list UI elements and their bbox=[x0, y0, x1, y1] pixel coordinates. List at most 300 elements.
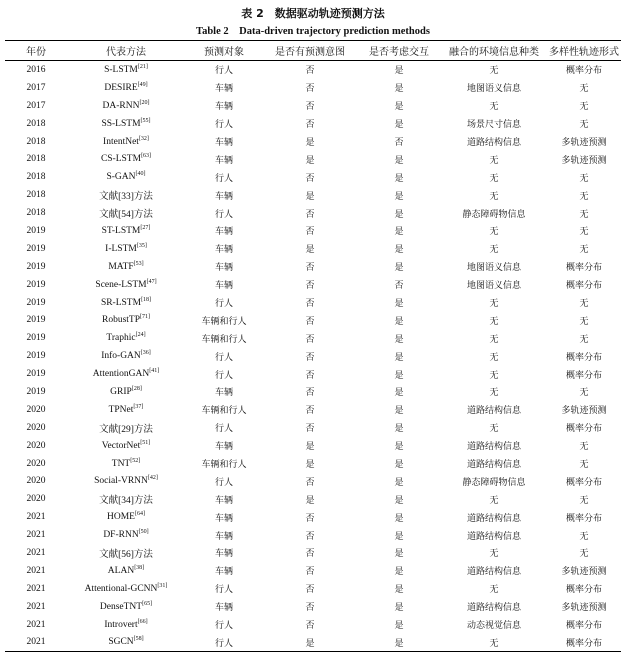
cell-diversity: 概率分布 bbox=[565, 424, 602, 435]
table-row bbox=[5, 544, 621, 562]
cell-diversity: 无 bbox=[579, 102, 589, 113]
cell-target: 行人 bbox=[214, 477, 233, 488]
cell-env: 无 bbox=[489, 585, 499, 596]
cell-intent: 否 bbox=[305, 173, 315, 184]
cell-env: 无 bbox=[489, 495, 499, 506]
header-diversity: 多样性轨迹形式 bbox=[549, 47, 619, 58]
method-reference: [21] bbox=[137, 63, 148, 70]
cell-year: 2021 bbox=[26, 547, 46, 558]
cell-target: 行人 bbox=[214, 352, 233, 363]
table-row bbox=[5, 508, 621, 526]
method-name: 文献[29]方法 bbox=[99, 424, 153, 435]
cell-env: 静态障碍物信息 bbox=[462, 209, 526, 220]
cell-method bbox=[67, 634, 185, 652]
cell-method bbox=[67, 526, 185, 544]
cell-method bbox=[67, 437, 185, 455]
cell-year: 2019 bbox=[26, 279, 46, 290]
cell-year: 2021 bbox=[26, 637, 46, 648]
method-reference: [63] bbox=[141, 153, 152, 160]
method-name: TNT bbox=[111, 458, 131, 469]
method-reference: [32] bbox=[138, 135, 149, 142]
cell-env: 无 bbox=[489, 299, 499, 310]
cell-method bbox=[67, 97, 185, 115]
method-reference: [47] bbox=[146, 278, 157, 285]
method-reference: [41] bbox=[149, 367, 160, 374]
cell-method bbox=[67, 276, 185, 294]
cell-intent: 否 bbox=[305, 603, 315, 614]
method-name: 文献[54]方法 bbox=[99, 210, 153, 221]
method-reference: [18] bbox=[141, 296, 152, 303]
cell-interaction: 是 bbox=[394, 352, 404, 363]
cell-target: 行人 bbox=[214, 120, 233, 131]
table-row bbox=[5, 419, 621, 437]
cell-env: 动态视觉信息 bbox=[466, 621, 521, 632]
cell-intent: 否 bbox=[305, 549, 315, 560]
cell-year: 2016 bbox=[26, 64, 46, 75]
cell-target: 行人 bbox=[214, 585, 233, 596]
cell-method bbox=[67, 222, 185, 240]
table-row bbox=[5, 97, 621, 115]
table-row bbox=[5, 294, 621, 312]
cell-year: 2019 bbox=[26, 351, 46, 362]
cell-diversity: 概率分布 bbox=[565, 585, 602, 596]
cell-diversity: 概率分布 bbox=[565, 621, 602, 632]
cell-diversity: 概率分布 bbox=[565, 263, 602, 274]
method-name: Scene-LSTM bbox=[95, 279, 147, 290]
cell-method bbox=[67, 168, 185, 186]
method-name: HOME bbox=[107, 512, 135, 523]
cell-year: 2018 bbox=[26, 118, 46, 129]
cell-intent: 是 bbox=[305, 155, 315, 166]
cell-method bbox=[67, 544, 185, 562]
cell-intent: 否 bbox=[305, 263, 315, 274]
cell-env: 道路结构信息 bbox=[466, 531, 521, 542]
cell-diversity: 无 bbox=[579, 442, 589, 453]
cell-year: 2020 bbox=[26, 440, 46, 451]
cell-method bbox=[67, 419, 185, 437]
cell-target: 车辆 bbox=[214, 442, 233, 453]
cell-year: 2020 bbox=[26, 494, 46, 505]
method-name: 文献[34]方法 bbox=[99, 496, 153, 507]
cell-interaction: 是 bbox=[394, 495, 404, 506]
cell-year: 2021 bbox=[26, 583, 46, 594]
method-reference: [35] bbox=[136, 242, 147, 249]
cell-intent: 否 bbox=[305, 352, 315, 363]
cell-method bbox=[67, 598, 185, 616]
cell-intent: 否 bbox=[305, 334, 315, 345]
cell-method bbox=[67, 472, 185, 490]
cell-diversity: 多轨迹预测 bbox=[561, 155, 607, 166]
method-name: IntentNet bbox=[103, 136, 139, 147]
table-row bbox=[5, 634, 621, 652]
cell-method bbox=[67, 311, 185, 329]
method-name: DF-RNN bbox=[103, 530, 139, 541]
cell-intent: 否 bbox=[305, 209, 315, 220]
header-target: 预测对象 bbox=[204, 47, 244, 58]
table-row bbox=[5, 329, 621, 347]
cell-env: 无 bbox=[489, 388, 499, 399]
cell-intent: 否 bbox=[305, 406, 315, 417]
cell-env: 无 bbox=[489, 155, 499, 166]
method-name: 文献[56]方法 bbox=[99, 549, 153, 560]
cell-target: 行人 bbox=[214, 621, 233, 632]
cell-target: 行人 bbox=[214, 299, 233, 310]
cell-interaction: 是 bbox=[394, 370, 404, 381]
table-row bbox=[5, 616, 621, 634]
cell-year: 2018 bbox=[26, 154, 46, 165]
cell-interaction: 是 bbox=[394, 388, 404, 399]
table-row bbox=[5, 258, 621, 276]
method-name: SS-LSTM bbox=[101, 118, 141, 129]
cell-env: 地图语义信息 bbox=[466, 263, 521, 274]
cell-method bbox=[67, 455, 185, 473]
method-name: Social-VRNN bbox=[94, 476, 148, 487]
method-name: S-GAN bbox=[106, 172, 136, 183]
table-caption-cn: 表 2 数据驱动轨迹预测方法 bbox=[241, 7, 385, 20]
cell-intent: 否 bbox=[305, 316, 315, 327]
cell-diversity: 无 bbox=[579, 209, 589, 220]
cell-target: 行人 bbox=[214, 66, 233, 77]
cell-intent: 否 bbox=[305, 531, 315, 542]
table-row bbox=[5, 526, 621, 544]
method-name: 文献[33]方法 bbox=[99, 192, 153, 203]
cell-interaction: 是 bbox=[394, 531, 404, 542]
cell-diversity: 无 bbox=[579, 299, 589, 310]
cell-env: 静态障碍物信息 bbox=[462, 477, 526, 488]
cell-target: 车辆和行人 bbox=[201, 406, 247, 417]
cell-method bbox=[67, 204, 185, 222]
table-row bbox=[5, 79, 621, 97]
cell-interaction: 是 bbox=[394, 424, 404, 435]
cell-interaction: 是 bbox=[394, 84, 404, 95]
method-reference: [66] bbox=[137, 618, 148, 625]
cell-interaction: 是 bbox=[394, 299, 404, 310]
cell-intent: 否 bbox=[305, 102, 315, 113]
cell-intent: 是 bbox=[305, 495, 315, 506]
cell-intent: 否 bbox=[305, 227, 315, 238]
cell-year: 2021 bbox=[26, 512, 46, 523]
table-row bbox=[5, 562, 621, 580]
cell-method bbox=[67, 616, 185, 634]
cell-target: 车辆 bbox=[214, 227, 233, 238]
cell-intent: 否 bbox=[305, 477, 315, 488]
cell-method bbox=[67, 329, 185, 347]
table-row bbox=[5, 365, 621, 383]
cell-target: 车辆 bbox=[214, 245, 233, 256]
cell-target: 车辆 bbox=[214, 495, 233, 506]
table-row bbox=[5, 133, 621, 151]
cell-diversity: 无 bbox=[579, 173, 589, 184]
method-name: MATF bbox=[108, 261, 134, 272]
method-reference: [65] bbox=[142, 600, 153, 607]
cell-env: 无 bbox=[489, 638, 499, 649]
table-row bbox=[5, 222, 621, 240]
cell-env: 道路结构信息 bbox=[466, 603, 521, 614]
cell-interaction: 是 bbox=[394, 173, 404, 184]
table-row bbox=[5, 204, 621, 222]
cell-target: 车辆 bbox=[214, 388, 233, 399]
cell-env: 无 bbox=[489, 102, 499, 113]
cell-target: 车辆和行人 bbox=[201, 334, 247, 345]
cell-diversity: 无 bbox=[579, 495, 589, 506]
cell-target: 车辆 bbox=[214, 513, 233, 524]
cell-diversity: 概率分布 bbox=[565, 477, 602, 488]
table-row bbox=[5, 383, 621, 401]
method-reference: [49] bbox=[137, 81, 148, 88]
cell-target: 车辆 bbox=[214, 281, 233, 292]
cell-env: 无 bbox=[489, 334, 499, 345]
cell-diversity: 概率分布 bbox=[565, 281, 602, 292]
cell-year: 2019 bbox=[26, 333, 46, 344]
cell-method bbox=[67, 365, 185, 383]
table-row bbox=[5, 168, 621, 186]
method-reference: [42] bbox=[147, 475, 158, 482]
cell-interaction: 是 bbox=[394, 191, 404, 202]
cell-interaction: 是 bbox=[394, 513, 404, 524]
cell-target: 行人 bbox=[214, 424, 233, 435]
cell-year: 2020 bbox=[26, 422, 46, 433]
cell-diversity: 无 bbox=[579, 460, 589, 471]
cell-method bbox=[67, 580, 185, 598]
method-reference: [31] bbox=[157, 582, 168, 589]
method-name: S-LSTM bbox=[104, 64, 138, 75]
table-row bbox=[5, 598, 621, 616]
cell-interaction: 是 bbox=[394, 460, 404, 471]
cell-env: 道路结构信息 bbox=[466, 406, 521, 417]
cell-year: 2019 bbox=[26, 315, 46, 326]
cell-year: 2021 bbox=[26, 619, 46, 630]
method-reference: [71] bbox=[140, 314, 150, 321]
cell-env: 无 bbox=[489, 549, 499, 560]
cell-target: 车辆 bbox=[214, 155, 233, 166]
cell-method bbox=[67, 186, 185, 204]
cell-method bbox=[67, 61, 185, 79]
cell-intent: 否 bbox=[305, 66, 315, 77]
header-intent: 是否有预测意图 bbox=[275, 47, 345, 58]
cell-intent: 否 bbox=[305, 299, 315, 310]
cell-intent: 否 bbox=[305, 424, 315, 435]
cell-env: 无 bbox=[489, 370, 499, 381]
method-reference: [40] bbox=[135, 171, 146, 178]
method-reference: [28] bbox=[131, 385, 142, 392]
table-row bbox=[5, 401, 621, 419]
cell-year: 2019 bbox=[26, 261, 46, 272]
cell-method bbox=[67, 401, 185, 419]
cell-env: 无 bbox=[489, 245, 499, 256]
cell-diversity: 无 bbox=[579, 227, 589, 238]
method-reference: [38] bbox=[134, 564, 145, 571]
cell-interaction: 是 bbox=[394, 263, 404, 274]
cell-env: 地图语义信息 bbox=[466, 281, 521, 292]
cell-year: 2020 bbox=[26, 476, 46, 487]
cell-intent: 是 bbox=[305, 442, 315, 453]
cell-env: 地图语义信息 bbox=[466, 84, 521, 95]
cell-intent: 否 bbox=[305, 370, 315, 381]
cell-intent: 否 bbox=[305, 388, 315, 399]
method-name: RobustTP bbox=[101, 315, 140, 326]
cell-diversity: 无 bbox=[579, 388, 589, 399]
table-row bbox=[5, 61, 621, 79]
cell-target: 车辆 bbox=[214, 263, 233, 274]
cell-diversity: 多轨迹预测 bbox=[561, 603, 607, 614]
cell-method bbox=[67, 133, 185, 151]
cell-method bbox=[67, 115, 185, 133]
table-row bbox=[5, 115, 621, 133]
cell-env: 无 bbox=[489, 316, 499, 327]
cell-year: 2018 bbox=[26, 136, 46, 147]
cell-method bbox=[67, 383, 185, 401]
cell-year: 2017 bbox=[26, 100, 46, 111]
method-name: I-LSTM bbox=[105, 243, 137, 254]
cell-target: 行人 bbox=[214, 370, 233, 381]
cell-interaction: 是 bbox=[394, 120, 404, 131]
method-name: SGCN bbox=[108, 637, 134, 648]
method-name: ALAN bbox=[107, 565, 135, 576]
cell-diversity: 无 bbox=[579, 549, 589, 560]
cell-intent: 是 bbox=[305, 638, 315, 649]
cell-env: 无 bbox=[489, 424, 499, 435]
cell-interaction: 是 bbox=[394, 316, 404, 327]
cell-intent: 是 bbox=[305, 191, 315, 202]
cell-intent: 是 bbox=[305, 460, 315, 471]
cell-diversity: 概率分布 bbox=[565, 66, 602, 77]
table-row bbox=[5, 437, 621, 455]
cell-interaction: 是 bbox=[394, 227, 404, 238]
cell-interaction: 是 bbox=[394, 638, 404, 649]
cell-intent: 否 bbox=[305, 120, 315, 131]
table-row bbox=[5, 240, 621, 258]
method-name: DESIRE bbox=[104, 82, 138, 93]
method-name: AttentionGAN bbox=[92, 369, 150, 380]
cell-target: 车辆和行人 bbox=[201, 316, 247, 327]
header-row bbox=[5, 41, 621, 61]
method-reference: [36] bbox=[140, 350, 151, 357]
cell-interaction: 是 bbox=[394, 603, 404, 614]
cell-year: 2019 bbox=[26, 225, 46, 236]
cell-year: 2019 bbox=[26, 297, 46, 308]
method-name: ST-LSTM bbox=[101, 225, 141, 236]
cell-year: 2019 bbox=[26, 369, 46, 380]
table-caption-en: Table 2 Data-driven trajectory prediction methods bbox=[196, 26, 430, 37]
table-row bbox=[5, 455, 621, 473]
cell-target: 车辆 bbox=[214, 567, 233, 578]
cell-target: 车辆 bbox=[214, 603, 233, 614]
method-reference: [53] bbox=[133, 260, 144, 267]
cell-diversity: 无 bbox=[579, 316, 589, 327]
cell-env: 无 bbox=[489, 227, 499, 238]
cell-intent: 否 bbox=[305, 84, 315, 95]
method-reference: [51] bbox=[140, 439, 151, 446]
cell-target: 行人 bbox=[214, 209, 233, 220]
header-year: 年份 bbox=[26, 47, 46, 58]
cell-intent: 是 bbox=[305, 138, 315, 148]
cell-method bbox=[67, 294, 185, 312]
cell-env: 道路结构信息 bbox=[466, 138, 521, 148]
method-name: CS-LSTM bbox=[100, 154, 142, 165]
method-name: VectorNet bbox=[101, 440, 141, 451]
cell-interaction: 是 bbox=[394, 621, 404, 632]
cell-target: 车辆和行人 bbox=[201, 460, 247, 471]
cell-year: 2017 bbox=[26, 82, 46, 93]
cell-env: 无 bbox=[489, 191, 499, 202]
cell-interaction: 是 bbox=[394, 66, 404, 77]
cell-target: 车辆 bbox=[214, 549, 233, 560]
cell-method bbox=[67, 79, 185, 97]
cell-interaction: 是 bbox=[394, 442, 404, 453]
cell-intent: 否 bbox=[305, 585, 315, 596]
cell-interaction: 是 bbox=[394, 209, 404, 220]
cell-year: 2020 bbox=[26, 404, 46, 415]
cell-year: 2018 bbox=[26, 172, 46, 183]
method-name: DenseTNT bbox=[99, 601, 143, 612]
cell-method bbox=[67, 562, 185, 580]
cell-env: 道路结构信息 bbox=[466, 442, 521, 453]
method-reference: [58] bbox=[133, 636, 144, 643]
header-method: 代表方法 bbox=[106, 47, 146, 58]
cell-intent: 否 bbox=[305, 567, 315, 578]
cell-interaction: 否 bbox=[394, 138, 404, 148]
table-row bbox=[5, 311, 621, 329]
cell-interaction: 是 bbox=[394, 334, 404, 345]
cell-diversity: 无 bbox=[579, 191, 589, 202]
cell-method bbox=[67, 258, 185, 276]
cell-diversity: 无 bbox=[579, 120, 589, 131]
cell-diversity: 无 bbox=[579, 531, 589, 542]
cell-target: 车辆 bbox=[214, 138, 233, 148]
cell-diversity: 概率分布 bbox=[565, 638, 602, 649]
cell-env: 无 bbox=[489, 173, 499, 184]
cell-diversity: 无 bbox=[579, 84, 589, 95]
cell-target: 行人 bbox=[214, 638, 233, 649]
cell-diversity: 概率分布 bbox=[565, 513, 602, 524]
cell-diversity: 多轨迹预测 bbox=[561, 567, 607, 578]
method-name: GRIP bbox=[110, 386, 132, 397]
cell-method bbox=[67, 150, 185, 168]
cell-method bbox=[67, 508, 185, 526]
cell-intent: 否 bbox=[305, 513, 315, 524]
method-reference: [37] bbox=[133, 403, 144, 410]
cell-year: 2021 bbox=[26, 530, 46, 541]
method-name: TPNet bbox=[108, 404, 134, 415]
cell-env: 道路结构信息 bbox=[466, 567, 521, 578]
cell-method bbox=[67, 490, 185, 508]
cell-interaction: 是 bbox=[394, 406, 404, 417]
header-env: 融合的环境信息种类 bbox=[449, 47, 539, 58]
cell-intent: 是 bbox=[305, 245, 315, 256]
cell-year: 2021 bbox=[26, 601, 46, 612]
method-name: Attentional-GCNN bbox=[84, 583, 158, 594]
cell-target: 车辆 bbox=[214, 531, 233, 542]
cell-intent: 否 bbox=[305, 281, 315, 292]
cell-target: 行人 bbox=[214, 173, 233, 184]
cell-interaction: 否 bbox=[394, 281, 404, 292]
method-name: Introvert bbox=[104, 619, 138, 630]
cell-interaction: 是 bbox=[394, 245, 404, 256]
cell-diversity: 多轨迹预测 bbox=[561, 138, 607, 148]
method-name: Traphic bbox=[106, 333, 136, 344]
table-row bbox=[5, 580, 621, 598]
cell-method bbox=[67, 240, 185, 258]
cell-diversity: 概率分布 bbox=[565, 370, 602, 381]
method-name: DA-RNN bbox=[102, 100, 140, 111]
cell-interaction: 是 bbox=[394, 102, 404, 113]
cell-method bbox=[67, 347, 185, 365]
header-interaction: 是否考虑交互 bbox=[369, 47, 429, 58]
cell-year: 2019 bbox=[26, 243, 46, 254]
cell-diversity: 多轨迹预测 bbox=[561, 406, 607, 417]
cell-intent: 否 bbox=[305, 621, 315, 632]
table-row bbox=[5, 186, 621, 204]
